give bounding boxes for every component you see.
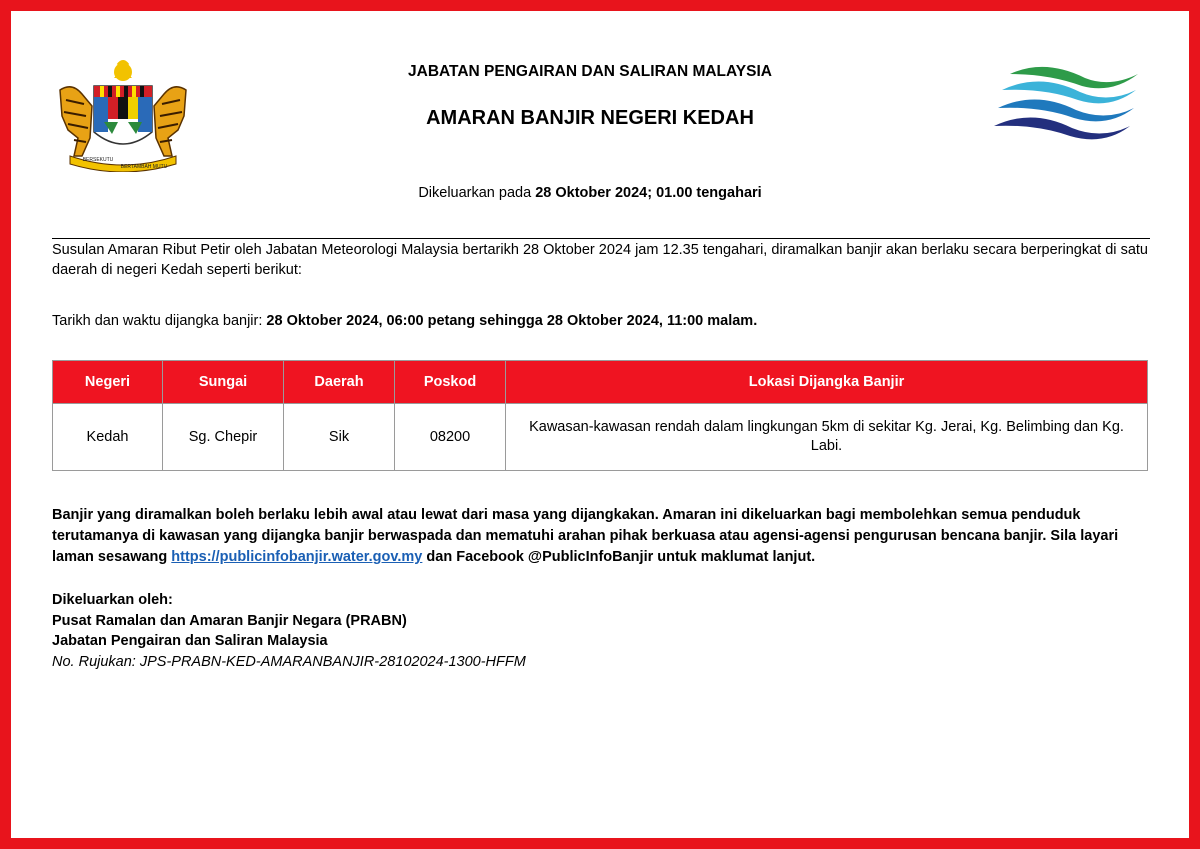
- publicinfobanjir-link[interactable]: https://publicinfobanjir.water.gov.my: [171, 549, 423, 565]
- coat-motto-left: BERSEKUTU: [82, 157, 114, 163]
- header-lokasi: Lokasi Dijangka Banjir: [506, 361, 1148, 404]
- intro-paragraph: Susulan Amaran Ribut Petir oleh Jabatan Meteorologi Malaysia bertarikh 28 Oktober 2024 jam 12.35 tengahari, diramalkan banjir akan berlaku secara berperingkat di satu daerah di negeri Kedah seperti berikut:: [52, 242, 1148, 278]
- issuer-org-prabn: Pusat Ramalan dan Amaran Banjir Negara (PRABN): [52, 612, 407, 629]
- header-daerah: Daerah: [284, 361, 395, 404]
- advisory-note: [52, 505, 1148, 568]
- malaysia-coat-of-arms-logo: [52, 60, 194, 172]
- note-text-after: dan Facebook @PublicInfoBanjir untuk maklumat lanjut.: [422, 549, 816, 565]
- cell-daerah: Sik: [284, 404, 395, 471]
- flood-timing: [52, 313, 1148, 329]
- timing-label: Tarikh dan waktu dijangka banjir:: [52, 313, 267, 329]
- header-negeri: Negeri: [53, 361, 163, 404]
- note-text-before: Banjir yang diramalkan boleh berlaku lebih awal atau lewat dari masa yang dijangkakan. Amaran ini dikeluarkan bagi membolehkan semua penduduk terutamanya di kawasan yang dijangka banjir berwaspada dan mematuhi arahan pihak berkuasa atau agensi-agensi pengurusan bencana banjir. Sila layari laman sesawang: [52, 507, 1119, 565]
- issued-value: 28 Oktober 2024; 01.00 tengahari: [535, 185, 762, 201]
- flood-warning-table: [52, 360, 1148, 471]
- cell-negeri: Kedah: [53, 404, 163, 471]
- issuer-org-jps: Jabatan Pengairan dan Saliran Malaysia: [52, 633, 328, 649]
- issuer-block: [52, 590, 852, 672]
- divider: [52, 238, 1150, 239]
- department-name: JABATAN PENGAIRAN DAN SALIRAN MALAYSIA: [408, 63, 772, 80]
- coat-motto-right: BERTAMBAH MUTU: [120, 164, 168, 170]
- reference-number: No. Rujukan: JPS-PRABN-KED-AMARANBANJIR-28102024-1300-HFFM: [52, 653, 526, 670]
- jps-wave-logo: [990, 60, 1140, 144]
- table-header-row: [53, 361, 1148, 404]
- header-sungai: Sungai: [163, 361, 284, 404]
- cell-sungai: Sg. Chepir: [163, 404, 284, 471]
- table-row: [53, 404, 1148, 471]
- header-poskod: Poskod: [395, 361, 506, 404]
- cell-poskod: 08200: [395, 404, 506, 471]
- issuer-label: Dikeluarkan oleh:: [52, 592, 173, 608]
- page-title: AMARAN BANJIR NEGERI KEDAH: [426, 107, 754, 129]
- issued-prefix: Dikeluarkan pada: [418, 185, 536, 201]
- issued-date: [300, 185, 880, 201]
- timing-value: 28 Oktober 2024, 06:00 petang sehingga 28 Oktober 2024, 11:00 malam.: [266, 313, 758, 329]
- cell-lokasi: Kawasan-kawasan rendah dalam lingkungan 5km di sekitar Kg. Jerai, Kg. Belimbing dan Kg. Labi.: [506, 404, 1148, 471]
